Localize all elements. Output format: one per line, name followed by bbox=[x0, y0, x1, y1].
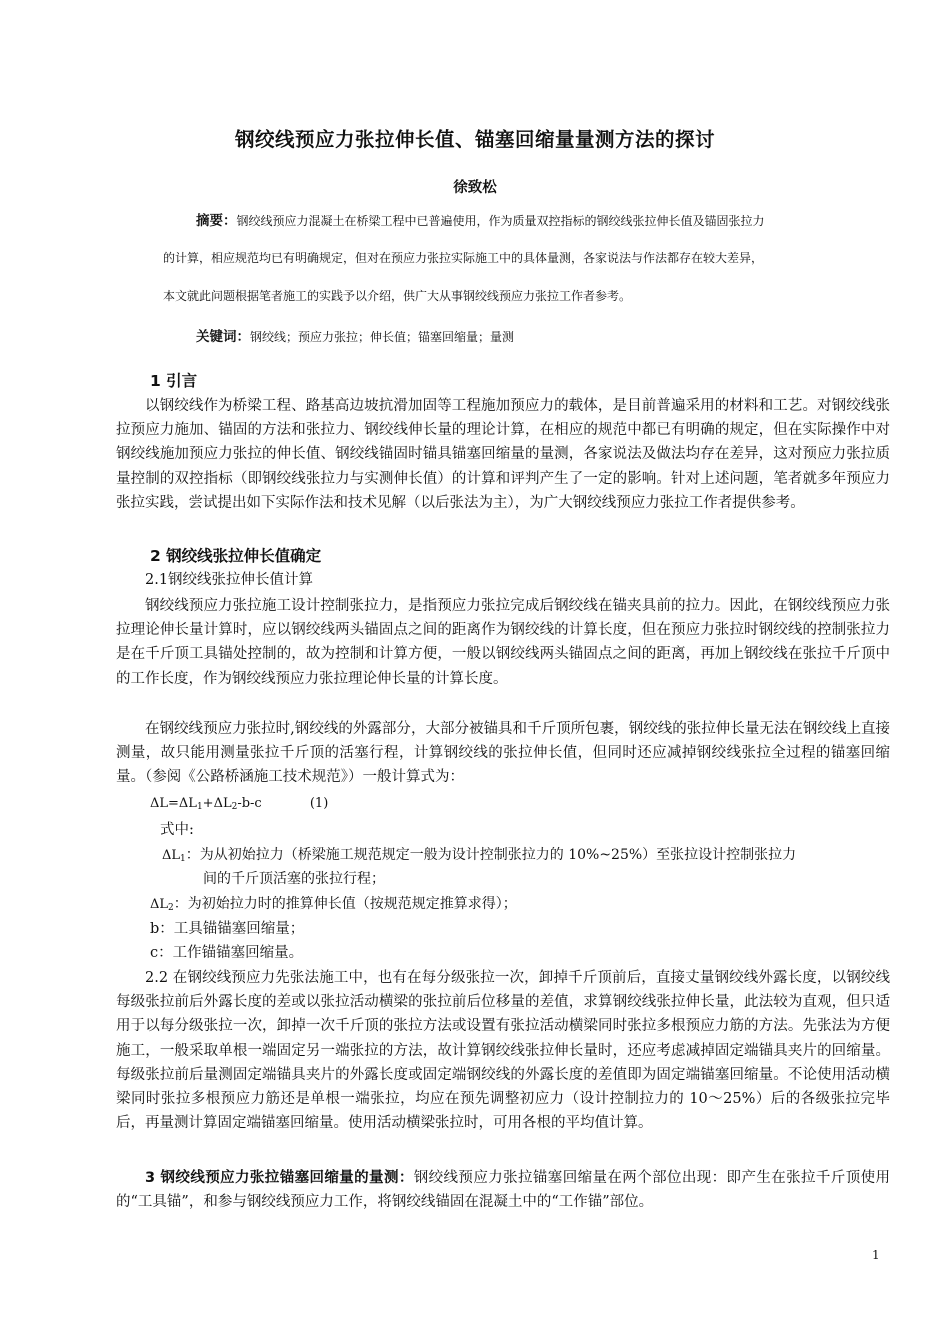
subsection-2-1-heading: 2.1钢绞线张拉伸长值计算 bbox=[145, 572, 314, 588]
formula-lhs: ΔL=ΔL bbox=[150, 796, 197, 811]
formula-sub-2: 2 bbox=[231, 802, 238, 812]
where-label: 式中: bbox=[160, 822, 194, 838]
page-number: 1 bbox=[872, 1248, 880, 1262]
section-1-paragraph: 以钢绞线作为桥梁工程、路基高边坡抗滑加固等工程施加预应力的载体，是目前普遍采用的材料和工艺。对钢绞线张拉预应力施加、锚固的方法和张拉力、钢绞线伸长量的理论计算，在相应的规范中都已有明确的规定，但在实际操作中对钢绞线施加预应力张拉的伸长值、钢绞线锚固时锚具锚塞回缩量的量测，各家说法及做法均存在差异，这对预应力张拉质量控制的双控指标（即钢绞线张拉力与实测伸长值）的计算和评判产生了一定的影响。针对上述问题，笔者就多年预应力张拉实践，尝试提出如下实际作法和技术见解（以后张法为主），为广大钢绞线预应力张拉工作者提供参考。 bbox=[116, 398, 890, 511]
paper-title: 钢绞线预应力张拉伸长值、锚塞回缩量量测方法的探讨 bbox=[234, 128, 715, 151]
section-2-heading: 2 钢绞线张拉伸长值确定 bbox=[150, 547, 322, 565]
formula-rest: -b-c bbox=[237, 796, 262, 811]
dl1-symbol: ΔL bbox=[162, 848, 181, 863]
dl2-symbol: ΔL bbox=[150, 897, 169, 912]
abstract-line-2: 的计算，相应规范均已有明确规定，但对在预应力张拉实际施工中的具体量测，各家说法与作法都存在较大差异， bbox=[163, 251, 764, 265]
keywords-line bbox=[196, 329, 514, 345]
formula-number: (1) bbox=[309, 796, 329, 811]
abstract-line-1 bbox=[196, 213, 765, 229]
dl1-text: ：为从初始拉力（桥梁施工规范规定一般为设计控制张拉力的 10%~25%）至张拉设计控制张拉力 bbox=[185, 847, 797, 863]
keywords-text: 钢绞线；预应力张拉；伸长值；锚塞回缩量；量测 bbox=[250, 330, 515, 344]
dl2-text: ：为初始拉力时的推算伸长值（按规范规定推算求得）； bbox=[173, 896, 517, 912]
b-definition: b：工具锚锚塞回缩量； bbox=[150, 921, 305, 937]
section-3-text: 钢绞线预应力张拉锚塞回缩量在两个部位出现：即产生在张拉千斤顶使用的“工具锚”，和参与钢绞线预应力工作，将钢绞线锚固在混凝土中的“工作锚”部位。 bbox=[116, 1170, 890, 1211]
abstract-line-3: 本文就此问题根据笔者施工的实践予以介绍，供广大从事钢绞线预应力张拉工作者参考。 bbox=[163, 289, 632, 303]
section-3-heading: 3 钢绞线预应力张拉锚塞回缩量的量测： bbox=[145, 1170, 414, 1186]
dl1-sub: 1 bbox=[180, 854, 186, 864]
section-2-paragraph-2: 在钢绞线预应力张拉时,钢绞线的外露部分，大部分被锚具和千斤顶所包裹，钢绞线的张拉伸长量无法在钢绞线上直接测量，故只能用测量张拉千斤顶的活塞行程，计算钢绞线的张拉伸长值，但同时还应减掉钢绞线张拉全过程的锚塞回缩量。（参阅《公路桥涵施工技术规范》）一般计算式为： bbox=[116, 721, 890, 786]
abstract-text-1: 钢绞线预应力混凝土在桥梁工程中已普遍使用，作为质量双控指标的钢绞线张拉伸长值及锚固张拉力 bbox=[236, 214, 765, 228]
dl2-sub: 2 bbox=[168, 903, 174, 913]
dl2-definition bbox=[150, 892, 517, 917]
formula-1 bbox=[150, 792, 328, 816]
author-name: 徐致松 bbox=[453, 180, 497, 196]
formula-mid: +ΔL bbox=[202, 796, 232, 811]
c-definition: c：工作锚锚塞回缩量。 bbox=[150, 945, 304, 961]
keywords-label: 关键词： bbox=[196, 329, 250, 345]
section-2-paragraph-3: 2.2 在钢绞线预应力先张法施工中，也有在每分级张拉一次，卸掉千斤顶前后，直接丈量钢绞线外露长度，以钢绞线每级张拉前后外露长度的差或以张拉活动横梁的张拉前后位移量的差值，求算钢绞线张拉伸长量，此法较为直观，但只适用于以每分级张拉一次，卸掉一次千斤顶的张拉方法或设置有张拉活动横梁同时张拉多根预应力筋的方法。先张法为方便施工，一般采取单根一端固定另一端张拉的方法，故计算钢绞线张拉伸长量时，还应考虑减掉固定端锚具夹片的回缩量。每级张拉前后量测固定端锚具夹片的外露长度或固定端钢绞线的外露长度的差值即为固定端锚塞回缩量。不论使用活动横梁同时张拉多根预应力筋还是单根一端张拉，均应在预先调整初应力（设计控制拉力的 10～25%）后的各级张拉完毕后，再量测计算固定端锚塞回缩量。使用活动横梁张拉时，可用各根的平均值计算。 bbox=[116, 970, 890, 1132]
abstract-label: 摘要： bbox=[196, 213, 237, 229]
section-3-paragraph bbox=[116, 1166, 890, 1214]
dl1-definition bbox=[162, 843, 796, 868]
section-2-paragraph-1: 钢绞线预应力张拉施工设计控制张拉力，是指预应力张拉完成后钢绞线在锚夹具前的拉力。因此，在钢绞线预应力张拉理论伸长量计算时，应以钢绞线两头锚固点之间的距离作为钢绞线的计算长度，但在预应力张拉时钢绞线的控制张拉力是在千斤顶工具锚处控制的，故为控制和计算方便，一般以钢绞线两头锚固点之间的距离，再加上钢绞线在张拉千斤顶中的工作长度，作为钢绞线预应力张拉理论伸长量的计算长度。 bbox=[116, 598, 890, 687]
dl1-definition-cont: 间的千斤顶活塞的张拉行程； bbox=[203, 871, 385, 887]
section-1-heading: 1 引言 bbox=[150, 372, 198, 390]
formula-sub-1: 1 bbox=[196, 802, 203, 812]
